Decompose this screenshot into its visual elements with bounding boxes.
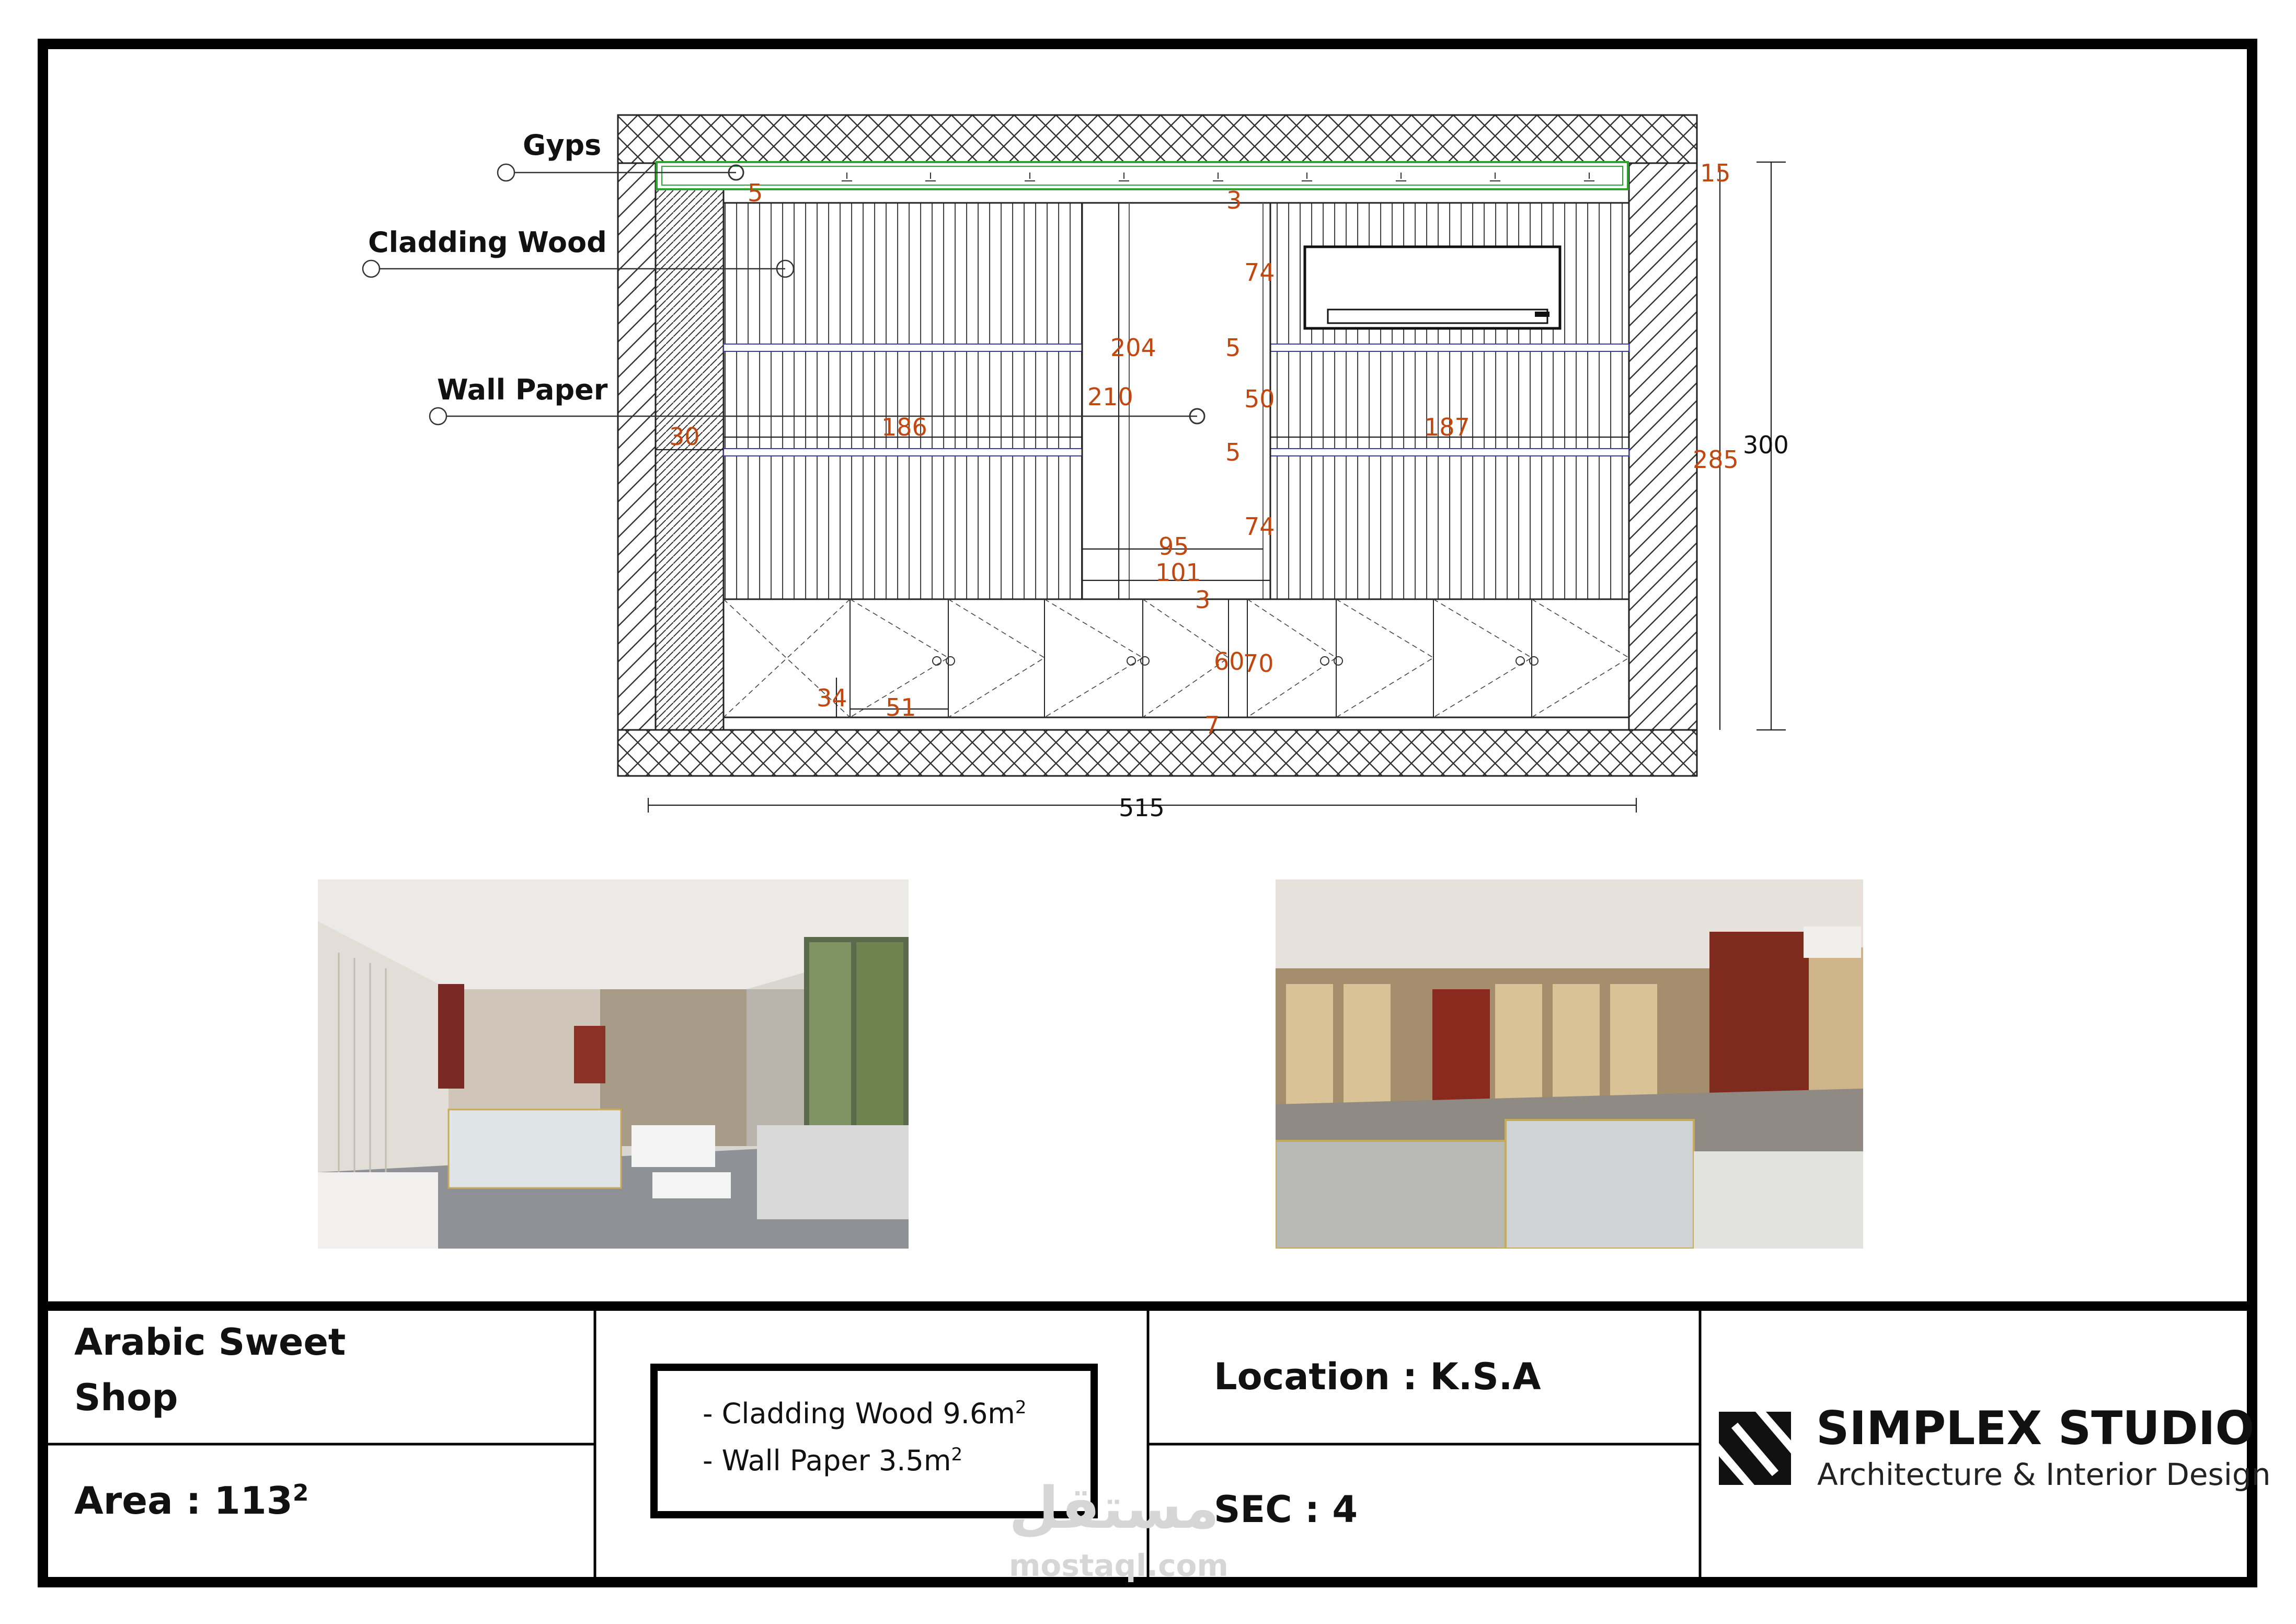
dim-95: 95 xyxy=(1158,532,1189,561)
dim-70: 70 xyxy=(1243,649,1274,678)
material-cladding: - Cladding Wood $9.6m^2$ xyxy=(703,1397,1027,1430)
label-cladding-wood: Cladding Wood xyxy=(368,226,607,259)
watermark-latin: mostaql.com xyxy=(1009,1548,1229,1583)
dim-51: 51 xyxy=(886,693,916,722)
dim-101: 101 xyxy=(1155,558,1201,587)
project-name-line1: Arabic Sweet xyxy=(74,1321,346,1364)
dim-gyps-thickness: 15 xyxy=(1700,159,1731,187)
dim-187: 187 xyxy=(1424,413,1470,441)
dim-3-top: 3 xyxy=(1226,186,1242,214)
dim-30: 30 xyxy=(669,422,700,451)
dim-50: 50 xyxy=(1244,385,1275,413)
dim-300: 300 xyxy=(1743,431,1789,459)
location-label: Location : K.S.A xyxy=(1214,1355,1541,1398)
studio-tagline: Architecture & Interior Design xyxy=(1817,1457,2271,1492)
dim-3-lower: 3 xyxy=(1195,586,1211,614)
dim-204: 204 xyxy=(1110,334,1156,362)
studio-name: SIMPLEX STUDIO xyxy=(1816,1401,2255,1455)
dim-5-shelf1: 5 xyxy=(1225,334,1241,362)
material-wallpaper: - Wall Paper $3.5m^2$ xyxy=(703,1444,963,1477)
area-superscript: 2 xyxy=(292,1480,309,1506)
dim-5-shelf2: 5 xyxy=(1225,438,1241,466)
dim-210: 210 xyxy=(1087,383,1133,411)
render-shop-counter-image xyxy=(1276,879,1863,1249)
dim-74-upper: 74 xyxy=(1244,258,1275,287)
dim-285: 285 xyxy=(1693,445,1739,474)
studio-logo-icon xyxy=(1714,1406,1796,1490)
area-label: Area : 113 xyxy=(74,1479,293,1523)
render-shop-front-image xyxy=(318,879,909,1249)
label-gyps: Gyps xyxy=(523,129,602,162)
dim-34: 34 xyxy=(817,684,847,712)
label-wall-paper: Wall Paper xyxy=(437,373,608,406)
watermark-arabic: مستقل xyxy=(1009,1474,1220,1541)
sec-label: SEC : 4 xyxy=(1214,1488,1358,1531)
area-value xyxy=(74,1479,309,1523)
dim-186: 186 xyxy=(881,413,927,441)
dim-74-lower: 74 xyxy=(1244,512,1275,541)
project-name-line2: Shop xyxy=(74,1376,178,1419)
dim-515: 515 xyxy=(1119,794,1165,822)
dim-5-top: 5 xyxy=(748,179,763,207)
dim-60: 60 xyxy=(1214,647,1245,676)
dim-7: 7 xyxy=(1204,711,1220,739)
